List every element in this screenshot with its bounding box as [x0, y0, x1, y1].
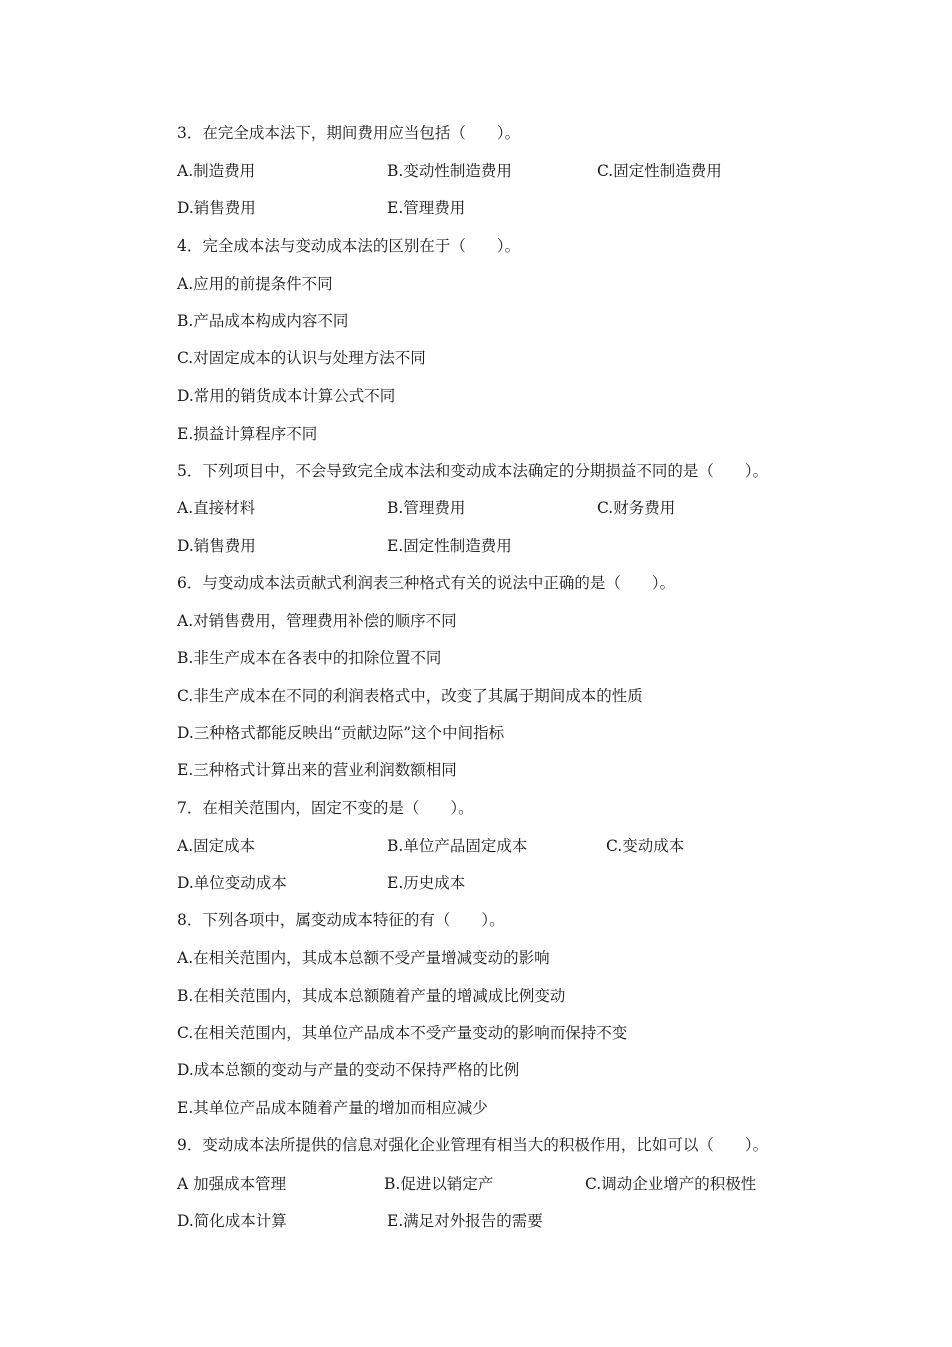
question-8-option-e: E.其单位产品成本随着产量的增加而相应减少: [177, 1099, 488, 1117]
question-3-option-c: C.固定性制造费用: [597, 162, 722, 180]
question-7-option-c: C.变动成本: [606, 837, 685, 855]
question-9-option-a: A 加强成本管理: [177, 1175, 287, 1193]
question-7-option-b: B.单位产品固定成本: [387, 837, 528, 855]
question-5-option-a: A.直接材料: [177, 499, 256, 517]
question-9-option-c: C.调动企业增产的积极性: [585, 1175, 757, 1193]
question-5-option-b: B.管理费用: [387, 499, 466, 517]
question-3-stem: 3．在完全成本法下，期间费用应当包括（ ）。: [177, 124, 521, 142]
question-3-option-d: D.销售费用: [177, 199, 256, 217]
question-4-option-c: C.对固定成本的认识与处理方法不同: [177, 349, 426, 367]
question-9-option-e: E.满足对外报告的需要: [387, 1212, 543, 1230]
question-6-option-c: C.非生产成本在不同的利润表格式中，改变了其属于期间成本的性质: [177, 687, 643, 705]
question-7-option-d: D.单位变动成本: [177, 874, 287, 892]
question-5-option-c: C.财务费用: [597, 499, 676, 517]
question-4-stem: 4．完全成本法与变动成本法的区别在于（ ）。: [177, 237, 521, 255]
question-6-option-b: B.非生产成本在各表中的扣除位置不同: [177, 649, 442, 667]
question-3-option-e: E.管理费用: [387, 199, 466, 217]
question-4-option-a: A.应用的前提条件不同: [177, 275, 333, 293]
question-8-option-d: D.成本总额的变动与产量的变动不保持严格的比例: [177, 1061, 520, 1079]
question-6-stem: 6．与变动成本法贡献式利润表三种格式有关的说法中正确的是（ ）。: [177, 574, 676, 592]
question-7-stem: 7．在相关范围内，固定不变的是（ ）。: [177, 799, 474, 817]
question-7-option-a: A.固定成本: [177, 837, 256, 855]
question-8-option-c: C.在相关范围内，其单位产品成本不受产量变动的影响而保持不变: [177, 1024, 628, 1042]
question-6-option-e: E.三种格式计算出来的营业利润数额相同: [177, 761, 457, 779]
question-7-option-e: E.历史成本: [387, 874, 466, 892]
question-5-stem: 5．下列项目中，不会导致完全成本法和变动成本法确定的分期损益不同的是（ ）。: [177, 462, 769, 480]
question-3-option-a: A.制造费用: [177, 162, 256, 180]
question-5-option-e: E.固定性制造费用: [387, 537, 512, 555]
question-6-option-a: A.对销售费用，管理费用补偿的顺序不同: [177, 612, 457, 630]
question-4-option-d: D.常用的销货成本计算公式不同: [177, 387, 396, 405]
question-3-option-b: B.变动性制造费用: [387, 162, 512, 180]
question-4-option-e: E.损益计算程序不同: [177, 425, 318, 443]
question-9-stem: 9．变动成本法所提供的信息对强化企业管理有相当大的积极作用，比如可以（ ）。: [177, 1136, 769, 1154]
question-6-option-d: D.三种格式都能反映出“贡献边际”这个中间指标: [177, 724, 505, 742]
question-9-option-b: B.促进以销定产: [384, 1175, 494, 1193]
question-5-option-d: D.销售费用: [177, 537, 256, 555]
question-9-option-d: D.简化成本计算: [177, 1212, 287, 1230]
question-8-option-b: B.在相关范围内，其成本总额随着产量的增减成比例变动: [177, 987, 566, 1005]
question-8-option-a: A.在相关范围内，其成本总额不受产量增减变动的影响: [177, 949, 550, 967]
question-4-option-b: B.产品成本构成内容不同: [177, 312, 349, 330]
question-8-stem: 8．下列各项中，属变动成本特征的有（ ）。: [177, 911, 505, 929]
